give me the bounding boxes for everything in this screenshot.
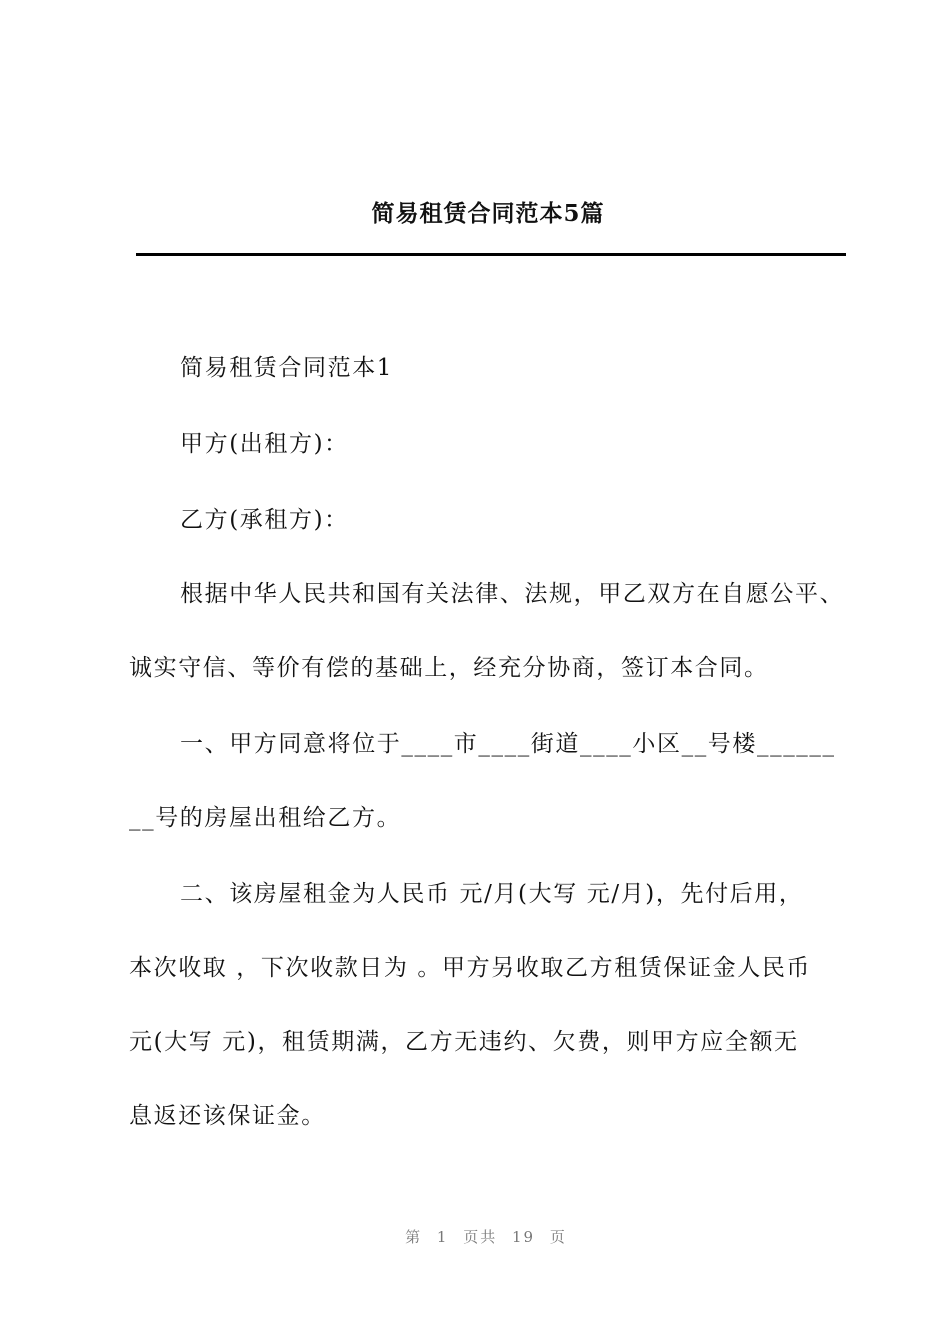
- party-b-line: 乙方(承租方)：: [180, 507, 349, 533]
- paragraph-line: 诚实守信、等价有偿的基础上，经充分协商，签订本合同。: [129, 655, 769, 681]
- party-a-line: 甲方(出租方)：: [180, 431, 349, 457]
- paragraph-line: 根据中华人民共和国有关法律、法规，甲乙双方在自愿公平、: [180, 581, 845, 607]
- clause-two-line: 息返还该保证金。: [129, 1103, 326, 1129]
- clause-one-line: 一、甲方同意将位于____市____街道____小区__号楼______: [180, 731, 836, 757]
- clause-two-line: 元(大写 元)，租赁期满，乙方无违约、欠费，则甲方应全额无: [129, 1029, 799, 1055]
- clause-one-line: __号的房屋出租给乙方。: [129, 805, 402, 831]
- clause-two-line: 二、该房屋租金为人民币 元/月(大写 元/月)，先付后用，: [180, 881, 804, 907]
- document-title: 简易租赁合同范本5篇: [371, 200, 605, 227]
- clause-two-line: 本次收取 ，下次收款日为 。甲方另收取乙方租赁保证金人民币: [129, 955, 812, 981]
- title-underline: [136, 253, 846, 256]
- section-heading: 简易租赁合同范本1: [180, 355, 394, 381]
- page-footer: 第 1 页共 19 页: [405, 1228, 567, 1246]
